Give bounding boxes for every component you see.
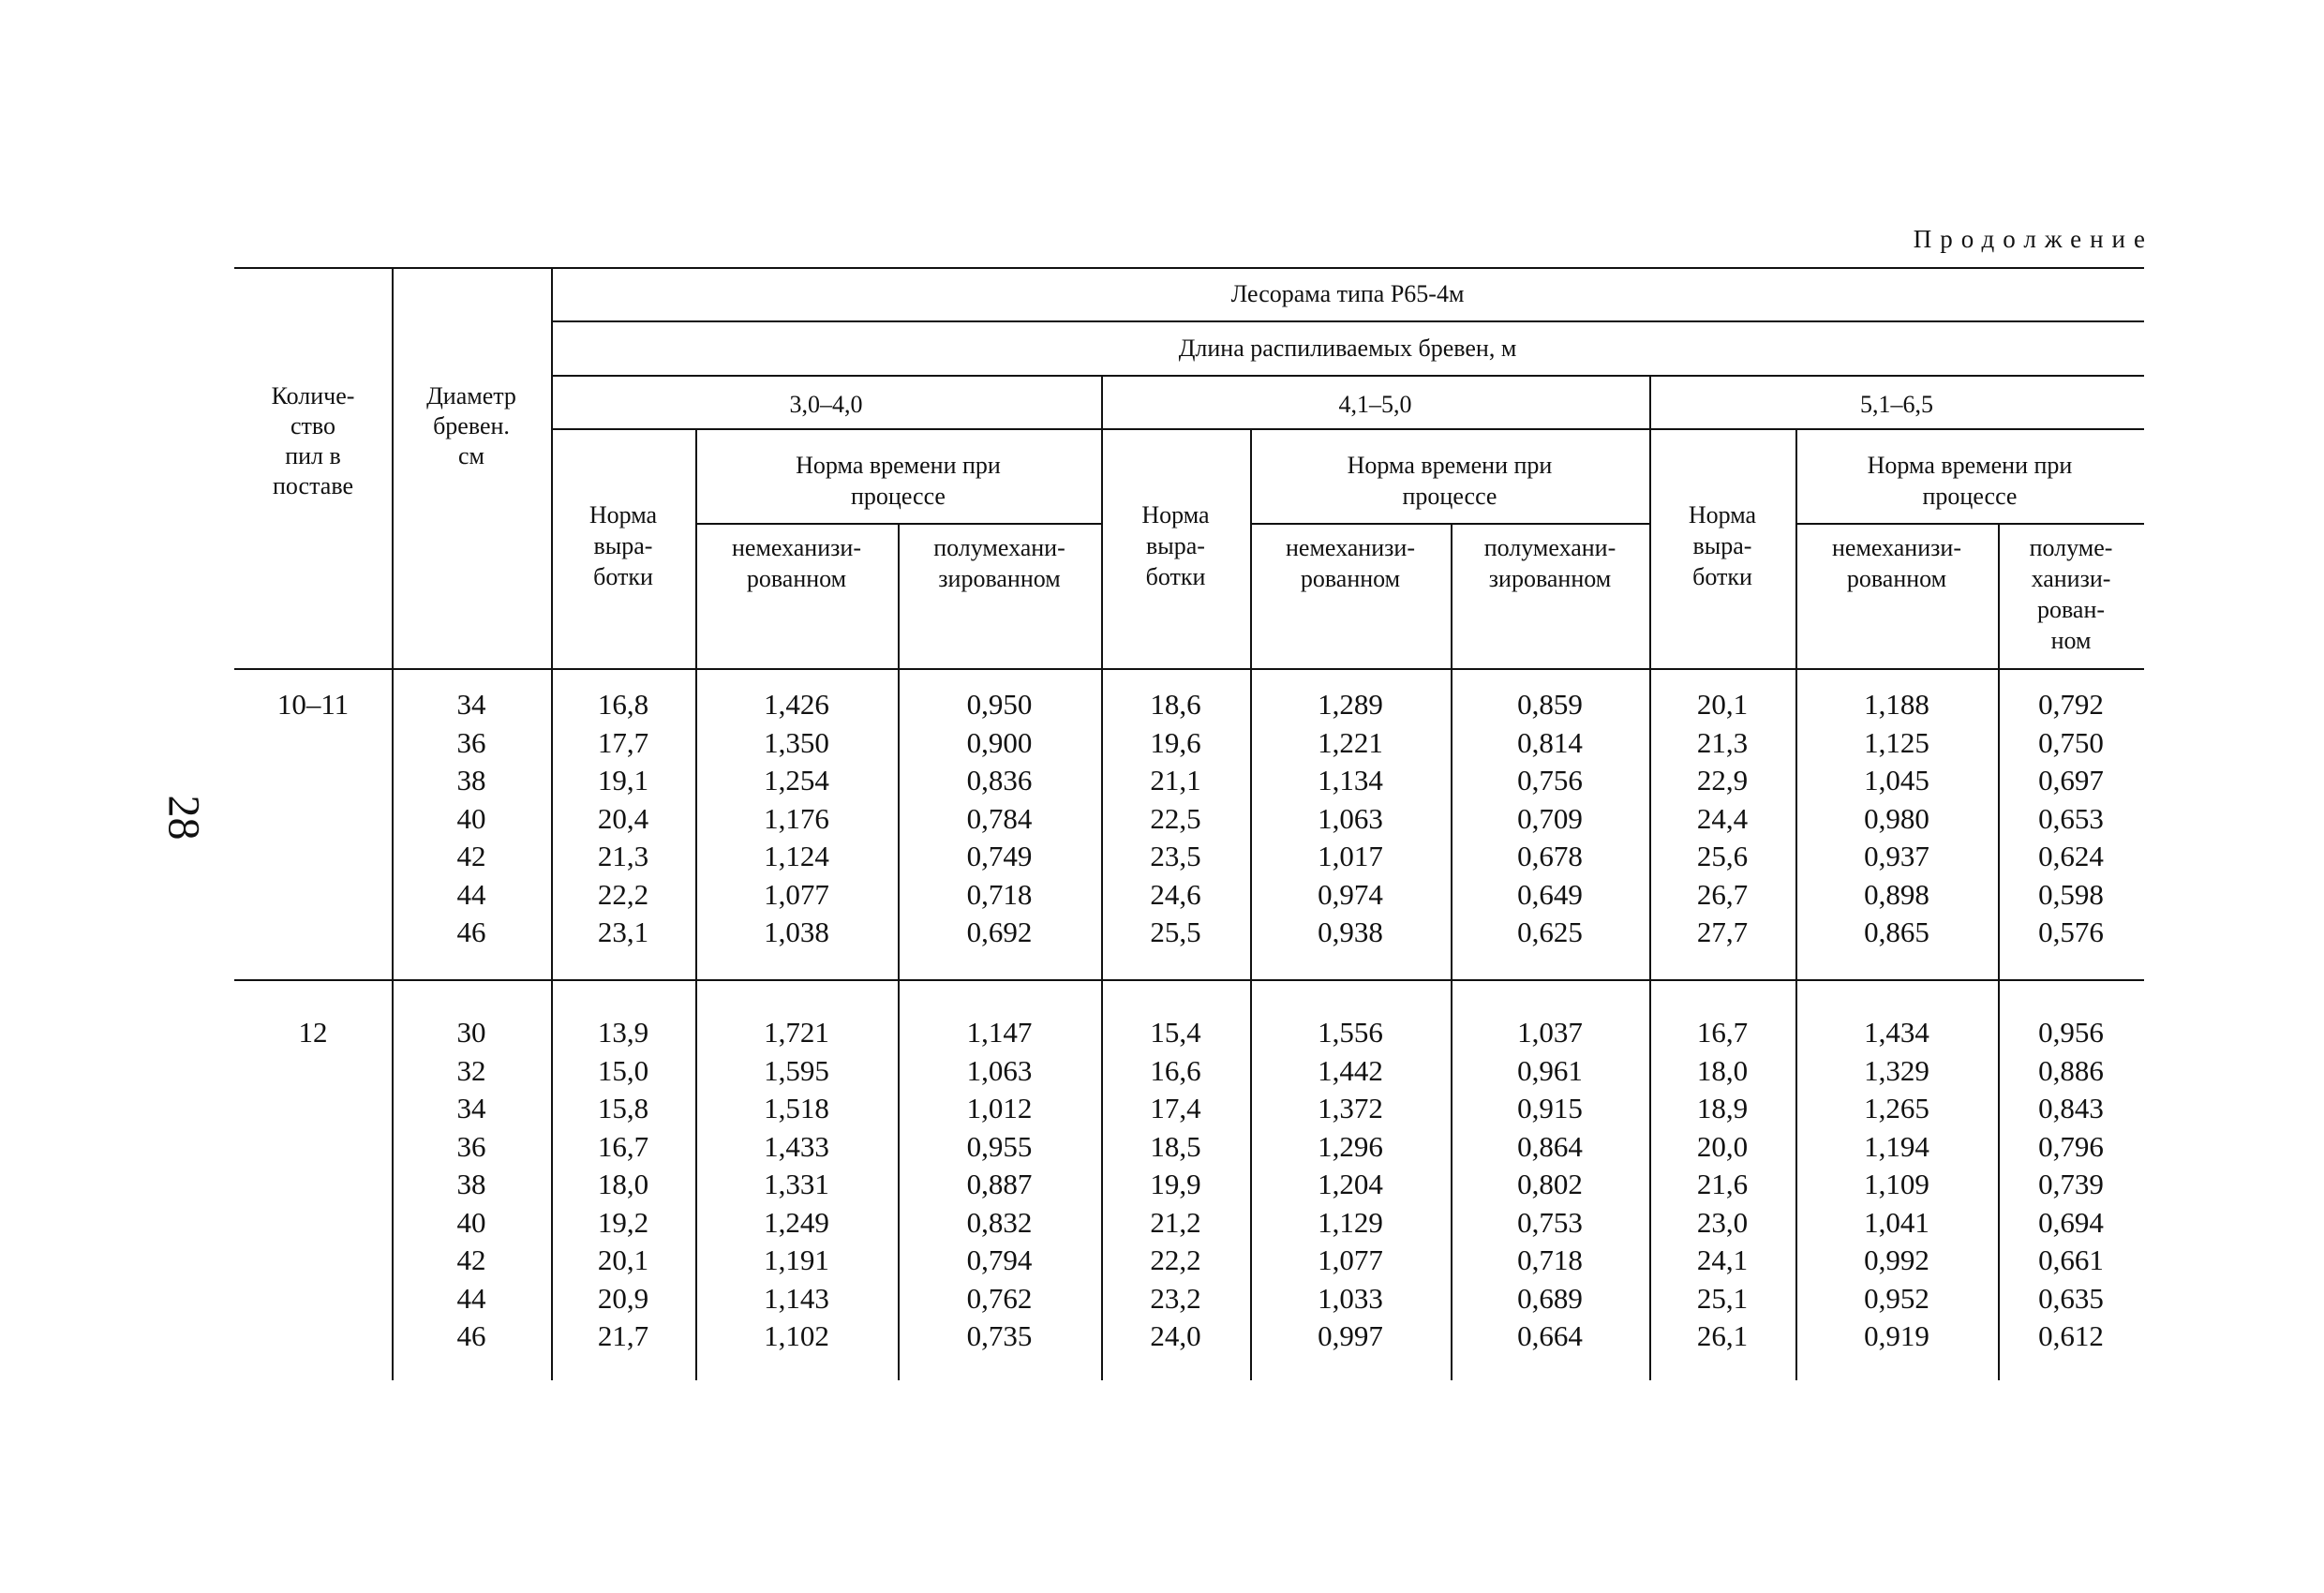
table-cell: 0,919 [1864, 1319, 1929, 1352]
table-cell: 18,5 [1150, 1129, 1201, 1163]
col-diameter-header: Диаметр бревен. см [426, 382, 516, 469]
table-cell: 1,518 [764, 1092, 829, 1124]
col-saws-header: Количе- ство пил в поставе [271, 382, 355, 499]
table-cell: 1,221 [1318, 725, 1383, 759]
table-cell: 26,7 [1696, 877, 1749, 911]
table-cell: 21,3 [1696, 725, 1749, 759]
rule-under-time-norm-3 [1795, 523, 2144, 525]
table-cell: 0,756 [1517, 764, 1583, 796]
table-cell: 1,045 [1864, 764, 1929, 796]
time-norm-header: Норма времени при процессе [1347, 452, 1553, 510]
diameter-value: 36 [456, 725, 486, 759]
table-cell: 16,7 [1696, 1016, 1749, 1049]
table-cell: 0,864 [1517, 1129, 1583, 1163]
table-cell: 1,017 [1318, 840, 1383, 872]
table-cell: 1,077 [764, 877, 829, 911]
table-cell: 26,1 [1696, 1319, 1749, 1352]
manual-header: немеханизи- рованном [1832, 534, 1961, 592]
table-cell: 1,265 [1864, 1092, 1929, 1124]
table-cell: 24,4 [1696, 801, 1749, 835]
table-cell: 16,8 [597, 688, 649, 721]
table-cell: 1,721 [764, 1016, 829, 1049]
table-cell: 20,4 [597, 801, 649, 835]
table-cell: 1,372 [1318, 1092, 1383, 1124]
table-cell: 0,992 [1864, 1243, 1929, 1276]
diameter-value: 42 [456, 1243, 486, 1276]
table-cell: 0,653 [2038, 801, 2104, 835]
table-cell: 0,739 [2038, 1168, 2104, 1200]
table-cell: 1,037 [1517, 1016, 1583, 1049]
table-cell: 1,109 [1864, 1168, 1929, 1200]
table-cell: 0,753 [1517, 1205, 1583, 1239]
range-header: 4,1–5,0 [1338, 391, 1412, 418]
table-cell: 0,661 [2038, 1243, 2104, 1276]
rule-under-ranges [551, 428, 2144, 430]
table-cell: 25,1 [1696, 1281, 1749, 1315]
table-cell: 1,289 [1318, 688, 1383, 721]
table-cell: 1,041 [1864, 1205, 1929, 1239]
table-cell: 0,794 [966, 1243, 1033, 1276]
table-cell: 0,952 [1864, 1281, 1929, 1315]
range-header: 3,0–4,0 [789, 391, 863, 418]
continuation-label: Продолжение [1913, 225, 2153, 253]
table-cell: 0,709 [1517, 801, 1583, 835]
table-cell: 1,204 [1318, 1168, 1383, 1200]
table-cell: 0,814 [1517, 725, 1583, 759]
table-cell: 0,887 [966, 1168, 1033, 1200]
table-cell: 0,735 [966, 1319, 1033, 1352]
rule-under-length-header [551, 375, 2144, 377]
table-cell: 21,6 [1696, 1168, 1749, 1200]
table-top-rule [234, 267, 2144, 269]
table-cell: 0,886 [2038, 1053, 2104, 1087]
table-cell: 27,7 [1696, 916, 1749, 948]
table-cell: 18,9 [1696, 1092, 1749, 1124]
table-cell: 23,5 [1150, 840, 1201, 872]
table-cell: 1,191 [764, 1243, 829, 1276]
table-cell: 0,692 [966, 916, 1033, 948]
manual-header: немеханизи- рованном [1286, 534, 1415, 592]
table-cell: 18,6 [1150, 688, 1201, 721]
table-cell: 17,4 [1150, 1092, 1201, 1124]
table-cell: 1,134 [1318, 764, 1383, 796]
table-cell: 19,1 [597, 764, 649, 796]
diameter-value: 38 [456, 1168, 486, 1200]
table-cell: 15,0 [597, 1053, 649, 1087]
norms-table [234, 267, 2144, 1380]
norm-output-header: Норма выра- ботки [1688, 501, 1757, 590]
table-cell: 1,433 [764, 1129, 829, 1163]
norm-output-header: Норма выра- ботки [1141, 501, 1210, 590]
time-norm-header: Норма времени при процессе [796, 452, 1001, 510]
time-norm-header: Норма времени при процессе [1867, 452, 2073, 510]
table-cell: 1,194 [1864, 1129, 1929, 1163]
table-cell: 20,1 [1696, 688, 1749, 721]
table-cell: 0,802 [1517, 1168, 1583, 1200]
table-cell: 1,125 [1864, 725, 1929, 759]
table-cell: 1,434 [1864, 1016, 1929, 1049]
table-cell: 0,694 [2038, 1205, 2104, 1239]
table-cell: 13,9 [597, 1016, 649, 1049]
table-cell: 0,961 [1517, 1053, 1583, 1087]
table-cell: 0,997 [1318, 1319, 1383, 1352]
table-cell: 0,750 [2038, 725, 2104, 759]
diameter-value: 44 [456, 877, 486, 911]
table-cell: 0,974 [1318, 877, 1383, 911]
table-cell: 16,6 [1150, 1053, 1201, 1087]
table-cell: 1,176 [764, 801, 829, 835]
table-cell: 1,329 [1864, 1053, 1929, 1087]
table-cell: 23,0 [1696, 1205, 1749, 1239]
diameter-value: 32 [456, 1053, 486, 1087]
table-cell: 0,832 [966, 1205, 1033, 1239]
table-cell: 22,2 [597, 877, 649, 911]
semi-header: полумехани- зированном [1483, 534, 1616, 592]
diameter-value: 34 [456, 688, 486, 721]
table-cell: 1,254 [764, 764, 829, 796]
rule-under-time-norm-2 [1250, 523, 1649, 525]
table-cell: 1,038 [764, 916, 829, 948]
table-cell: 1,296 [1318, 1129, 1383, 1163]
table-cell: 0,718 [1517, 1243, 1583, 1276]
table-cell: 0,865 [1864, 916, 1929, 948]
table-cell: 1,426 [764, 688, 829, 721]
rule-section-divider [234, 979, 2144, 981]
table-cell: 20,9 [597, 1281, 649, 1315]
table-cell: 20,0 [1696, 1129, 1749, 1163]
table-cell: 19,2 [597, 1205, 649, 1239]
range-header: 5,1–6,5 [1860, 391, 1933, 418]
table-cell: 0,612 [2038, 1319, 2104, 1352]
norm-output-header: Норма выра- ботки [588, 501, 658, 590]
table-cell: 19,9 [1150, 1168, 1201, 1200]
rule-under-header [234, 668, 2144, 670]
table-cell: 17,7 [597, 725, 649, 759]
saws-count: 10–11 [276, 688, 350, 721]
table-cell: 16,7 [597, 1129, 649, 1163]
table-cell: 25,6 [1696, 840, 1749, 872]
table-cell: 1,556 [1318, 1016, 1383, 1049]
table-cell: 1,249 [764, 1205, 829, 1239]
table-cell: 21,1 [1150, 764, 1201, 796]
table-cell: 0,955 [966, 1129, 1033, 1163]
diameter-value: 34 [456, 1092, 486, 1124]
rule-under-top-header [551, 320, 2144, 322]
table-cell: 0,697 [2038, 764, 2104, 796]
table-cell: 25,5 [1150, 916, 1201, 948]
table-cell: 1,331 [764, 1168, 829, 1200]
table-cell: 0,762 [966, 1281, 1033, 1315]
table-cell: 21,3 [597, 840, 649, 872]
table-cell: 0,836 [966, 764, 1033, 796]
table-cell: 0,915 [1517, 1092, 1583, 1124]
table-cell: 1,147 [966, 1016, 1033, 1049]
table-cell: 0,576 [2038, 916, 2104, 948]
table-cell: 1,063 [966, 1053, 1033, 1087]
table-cell: 0,898 [1864, 877, 1929, 911]
diameter-value: 38 [456, 764, 486, 796]
table-cell: 0,792 [2038, 688, 2104, 721]
diameter-value: 40 [456, 1205, 486, 1239]
table-cell: 15,8 [597, 1092, 649, 1124]
semi-header: полумехани- зированном [933, 534, 1065, 592]
table-cell: 0,796 [2038, 1129, 2104, 1163]
diameter-value: 36 [456, 1129, 486, 1163]
table-cell: 1,143 [764, 1281, 829, 1315]
table-cell: 22,5 [1150, 801, 1201, 835]
semi-header: полуме- ханизи- рован- ном [2029, 534, 2113, 654]
table-cell: 21,7 [597, 1319, 649, 1352]
table-cell: 0,749 [966, 840, 1033, 872]
table-cell: 0,980 [1864, 801, 1929, 835]
page-number: 28 [158, 795, 209, 841]
table-cell: 0,900 [966, 725, 1033, 759]
table-cell: 0,649 [1517, 877, 1583, 911]
table-cell: 0,950 [966, 688, 1033, 721]
table-cell: 23,2 [1150, 1281, 1201, 1315]
table-cell: 0,956 [2038, 1016, 2104, 1049]
table-cell: 18,0 [597, 1168, 649, 1200]
diameter-value: 46 [456, 916, 486, 948]
table-cell: 1,102 [764, 1319, 829, 1352]
table-cell: 0,635 [2038, 1281, 2104, 1315]
table-cell: 1,012 [966, 1092, 1033, 1124]
diameter-value: 42 [456, 840, 486, 872]
diameter-value: 46 [456, 1319, 486, 1352]
table-cell: 24,0 [1150, 1319, 1201, 1352]
table-cell: 1,595 [764, 1053, 829, 1087]
table-cell: 0,624 [2038, 840, 2104, 872]
diameter-value: 40 [456, 801, 486, 835]
table-cell: 0,938 [1318, 916, 1383, 948]
table-cell: 1,063 [1318, 801, 1383, 835]
table-cell: 1,350 [764, 725, 829, 759]
table-cell: 0,625 [1517, 916, 1583, 948]
table-cell: 23,1 [597, 916, 649, 948]
length-header: Длина распиливаемых бревен, м [1178, 335, 1517, 362]
table-cell: 0,784 [966, 801, 1033, 835]
table-cell: 15,4 [1150, 1016, 1201, 1049]
table-cell: 19,6 [1150, 725, 1201, 759]
table-cell: 18,0 [1696, 1053, 1749, 1087]
diameter-value: 44 [456, 1281, 486, 1315]
table-cell: 22,2 [1150, 1243, 1201, 1276]
table-cell: 0,859 [1517, 688, 1583, 721]
manual-header: немеханизи- рованном [732, 534, 861, 592]
table-cell: 1,124 [764, 840, 829, 872]
table-cell: 24,1 [1696, 1243, 1749, 1276]
table-cell: 24,6 [1150, 877, 1201, 911]
table-cell: 22,9 [1696, 764, 1749, 796]
table-cell: 1,442 [1318, 1053, 1383, 1087]
top-header: Лесорама типа Р65-4м [1230, 280, 1465, 307]
table-cell: 20,1 [597, 1243, 649, 1276]
table-cell: 0,598 [2038, 877, 2104, 911]
table-cell: 21,2 [1150, 1205, 1201, 1239]
table-cell: 0,843 [2038, 1092, 2104, 1124]
table-cell: 1,129 [1318, 1205, 1383, 1239]
table-cell: 1,077 [1318, 1243, 1383, 1276]
table-cell: 0,718 [966, 877, 1033, 911]
table-cell: 0,937 [1864, 840, 1929, 872]
table-cell: 0,664 [1517, 1319, 1583, 1352]
table-cell: 1,188 [1864, 688, 1929, 721]
saws-count: 12 [298, 1016, 328, 1049]
table-cell: 0,689 [1517, 1281, 1583, 1315]
table-cell: 0,678 [1517, 840, 1583, 872]
table-cell: 1,033 [1318, 1281, 1383, 1315]
diameter-value: 30 [456, 1016, 486, 1049]
